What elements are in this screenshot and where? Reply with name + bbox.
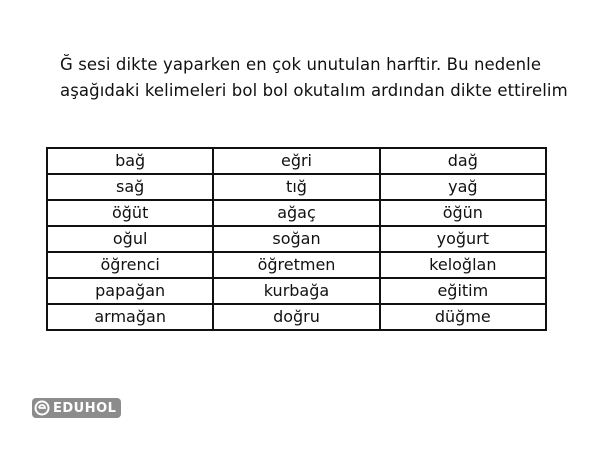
table-cell: doğru [213,304,379,330]
table-row [47,200,546,226]
table-cell: öğüt [47,200,213,226]
table-cell: bağ [47,148,213,174]
table-cell: ağaç [213,200,379,226]
table-row [47,252,546,278]
table-cell: öğretmen [213,252,379,278]
table-cell: papağan [47,278,213,304]
word-table [46,147,547,331]
eduhol-logo [32,398,121,418]
logo-text: EDUHOL [53,400,117,416]
table-cell: öğrenci [47,252,213,278]
eduhol-logo-icon [34,400,50,416]
table-cell: oğul [47,226,213,252]
table-cell: keloğlan [380,252,546,278]
table-row [47,148,546,174]
table-cell: soğan [213,226,379,252]
instruction-line-1: Ğ sesi dikte yaparken en çok unutulan harftir. Bu nedenle [60,55,542,74]
table-cell: dağ [380,148,546,174]
table-cell: öğün [380,200,546,226]
table-cell: yağ [380,174,546,200]
instruction-line-2: aşağıdaki kelimeleri bol bol okutalım ardından dikte ettirelim [60,81,568,100]
table-row [47,226,546,252]
table-cell: armağan [47,304,213,330]
table-cell: kurbağa [213,278,379,304]
table-row [47,278,546,304]
table-row [47,174,546,200]
table-row [47,304,546,330]
instruction-text [60,52,580,104]
table-cell: yoğurt [380,226,546,252]
table-cell: tığ [213,174,379,200]
table-cell: düğme [380,304,546,330]
table-cell: sağ [47,174,213,200]
table-cell: eğitim [380,278,546,304]
table-cell: eğri [213,148,379,174]
